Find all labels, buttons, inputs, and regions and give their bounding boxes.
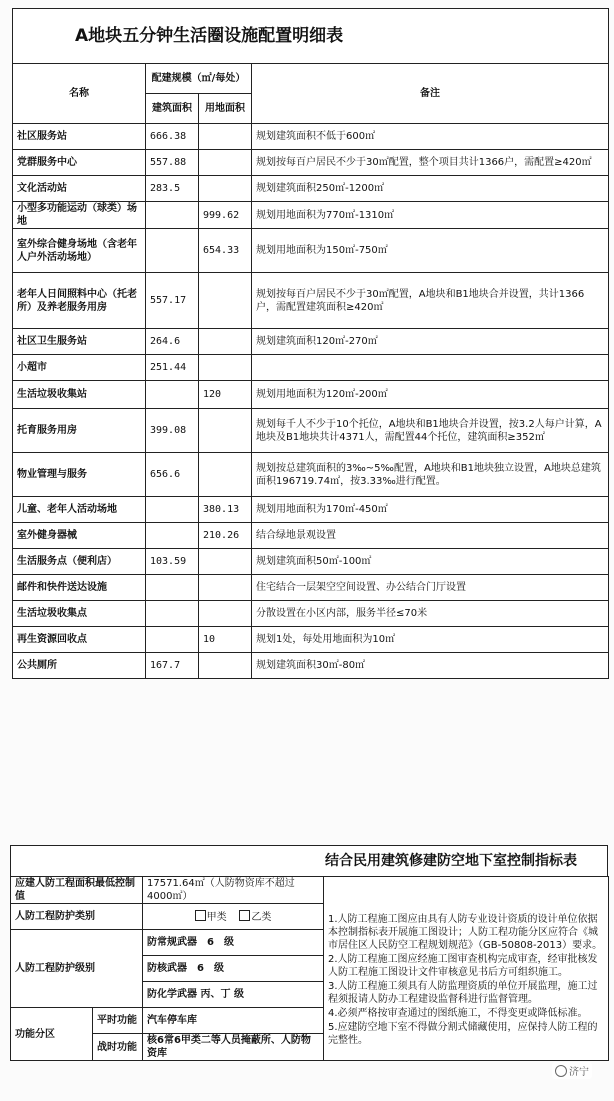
facility-note: 规划用地面积为770㎡-1310㎡	[252, 202, 609, 229]
facility-name: 党群服务中心	[13, 150, 146, 176]
facility-name: 生活垃圾收集站	[13, 381, 146, 409]
land-area	[199, 176, 252, 202]
facility-note: 规划建筑面积120㎡-270㎡	[252, 329, 609, 355]
protection-level-conventional: 防常规武器 6 级	[143, 930, 324, 956]
table-row	[13, 575, 609, 601]
class-a-label: 甲类	[206, 911, 227, 923]
peacetime-label: 平时功能	[93, 1008, 143, 1034]
civil-defense-notes	[324, 877, 609, 1061]
note-3: 3.人防工程施工须具有人防监理资质的单位开展监理，施工过程须报请人防办工程建设监督科进行监督管理。	[328, 981, 598, 1005]
building-area: 251.44	[146, 355, 199, 381]
function-zone-label: 功能分区	[11, 1008, 93, 1061]
facility-note: 分散设置在小区内部，服务半径≤70米	[252, 601, 609, 627]
facility-name: 生活服务点（便利店）	[13, 549, 146, 575]
building-area	[146, 627, 199, 653]
facility-name: 室外综合健身场地（含老年人户外活动场地）	[13, 229, 146, 273]
building-area	[146, 523, 199, 549]
civil-defense-title: 结合民用建筑修建防空地下室控制指标表	[10, 845, 608, 876]
table-row	[13, 202, 609, 229]
building-area	[146, 601, 199, 627]
table-row	[13, 150, 609, 176]
watermark	[552, 1062, 592, 1079]
wechat-logo-icon	[555, 1065, 567, 1077]
table-row	[13, 497, 609, 523]
protection-level-nuclear: 防核武器 6 级	[143, 956, 324, 982]
facility-name: 再生资源回收点	[13, 627, 146, 653]
facility-note: 规划用地面积为120㎡-200㎡	[252, 381, 609, 409]
land-area	[199, 273, 252, 329]
table-row	[13, 409, 609, 453]
land-area	[199, 124, 252, 150]
land-area	[199, 329, 252, 355]
land-area: 999.62	[199, 202, 252, 229]
facility-name: 社区服务站	[13, 124, 146, 150]
facility-note: 住宅结合一层架空空间设置、办公结合门厅设置	[252, 575, 609, 601]
building-area: 264.6	[146, 329, 199, 355]
building-area: 283.5	[146, 176, 199, 202]
facility-note: 规划建筑面积不低于600㎡	[252, 124, 609, 150]
note-2: 2.人防工程施工图应经施工图审查机构完成审查，经审批核发人防工程施工图设计文件审核意见书后方可组织施工。	[328, 954, 598, 978]
facility-table-title: A地块五分钟生活圈设施配置明细表	[13, 9, 609, 64]
class-b-label: 乙类	[251, 911, 272, 923]
building-area: 557.17	[146, 273, 199, 329]
protection-class-options	[143, 904, 324, 930]
table-row	[13, 229, 609, 273]
table-row	[13, 523, 609, 549]
col-land-header: 用地面积	[199, 94, 252, 124]
wartime-value: 核6常6甲类二等人员掩蔽所、人防物资库	[143, 1034, 324, 1061]
facility-note: 规划每千人不少于10个托位，A地块和B1地块合并设置，按3.2人每户计算，A地块及B1地块共计4371人，需配置44个托位，建筑面积≥352㎡	[252, 409, 609, 453]
building-area	[146, 575, 199, 601]
note-5: 5.应建防空地下室不得做分割式储藏使用，应保持人防工程的完整性。	[328, 1022, 598, 1046]
land-area: 654.33	[199, 229, 252, 273]
facility-note: 规划按总建筑面积的3‰~5‰配置，A地块和B1地块独立设置，A地块总建筑面积196719.74㎡，按3.33‰进行配置。	[252, 453, 609, 497]
facility-note: 规划按每百户居民不少于30㎡配置，A地块和B1地块合并设置，共计1366户，需配置建筑面积≥420㎡	[252, 273, 609, 329]
land-area: 10	[199, 627, 252, 653]
table-row	[13, 453, 609, 497]
table-row	[13, 653, 609, 679]
min-area-value: 17571.64㎡（人防物资库不超过4000㎡）	[143, 877, 324, 904]
note-1: 1.人防工程施工图应由具有人防专业设计资质的设计单位依据本控制指标表开展施工图设计；人防工程功能分区应符合《城市居住区人民防空工程规划规范》（GB-50808-2013）要求。	[328, 914, 603, 951]
col-name-header: 名称	[13, 64, 146, 124]
facility-name: 儿童、老年人活动场地	[13, 497, 146, 523]
building-area: 666.38	[146, 124, 199, 150]
building-area: 399.08	[146, 409, 199, 453]
facility-table	[12, 8, 609, 679]
table-row	[13, 627, 609, 653]
col-scale-header: 配建规模（㎡/每处）	[146, 64, 252, 94]
building-area: 557.88	[146, 150, 199, 176]
land-area: 120	[199, 381, 252, 409]
table-row	[13, 124, 609, 150]
facility-name: 小型多功能运动（球类）场地	[13, 202, 146, 229]
facility-name: 室外健身器械	[13, 523, 146, 549]
protection-level-label: 人防工程防护级别	[11, 930, 143, 1008]
land-area: 210.26	[199, 523, 252, 549]
checkbox-icon	[195, 910, 206, 921]
building-area	[146, 229, 199, 273]
table-row	[13, 549, 609, 575]
facility-note: 规划1处，每处用地面积为10㎡	[252, 627, 609, 653]
note-4: 4.必须严格按审查通过的图纸施工，不得变更或降低标准。	[328, 1008, 588, 1019]
building-area: 656.6	[146, 453, 199, 497]
land-area	[199, 653, 252, 679]
peacetime-value: 汽车停车库	[143, 1008, 324, 1034]
facility-note: 规划建筑面积250㎡-1200㎡	[252, 176, 609, 202]
land-area	[199, 549, 252, 575]
watermark-text: 济宁	[569, 1067, 589, 1078]
wartime-label: 战时功能	[93, 1034, 143, 1061]
facility-note	[252, 355, 609, 381]
col-note-header: 备注	[252, 64, 609, 124]
col-build-header: 建筑面积	[146, 94, 199, 124]
facility-note: 规划按每百户居民不少于30㎡配置，整个项目共计1366户，需配置≥420㎡	[252, 150, 609, 176]
land-area	[199, 409, 252, 453]
facility-note: 规划用地面积为170㎡-450㎡	[252, 497, 609, 523]
building-area: 103.59	[146, 549, 199, 575]
facility-name: 文化活动站	[13, 176, 146, 202]
building-area	[146, 381, 199, 409]
land-area	[199, 355, 252, 381]
facility-name: 生活垃圾收集点	[13, 601, 146, 627]
min-area-label: 应建人防工程面积最低控制值	[11, 877, 143, 904]
table-row	[13, 329, 609, 355]
table-row	[13, 381, 609, 409]
protection-level-chemical: 防化学武器 丙、丁 级	[143, 982, 324, 1008]
facility-name: 老年人日间照料中心（托老所）及养老服务用房	[13, 273, 146, 329]
building-area: 167.7	[146, 653, 199, 679]
land-area	[199, 453, 252, 497]
land-area	[199, 150, 252, 176]
table-row	[13, 355, 609, 381]
table-row	[13, 601, 609, 627]
facility-name: 社区卫生服务站	[13, 329, 146, 355]
facility-name: 公共厕所	[13, 653, 146, 679]
civil-defense-section	[10, 845, 608, 1061]
table-row	[13, 176, 609, 202]
protection-class-label: 人防工程防护类别	[11, 904, 143, 930]
facility-name: 小超市	[13, 355, 146, 381]
civil-defense-table	[10, 876, 609, 1061]
facility-name: 邮件和快件送达设施	[13, 575, 146, 601]
facility-note: 规划建筑面积50㎡-100㎡	[252, 549, 609, 575]
facility-note: 规划用地面积为150㎡-750㎡	[252, 229, 609, 273]
land-area: 380.13	[199, 497, 252, 523]
checkbox-icon	[239, 910, 250, 921]
land-area	[199, 601, 252, 627]
land-area	[199, 575, 252, 601]
building-area	[146, 202, 199, 229]
facility-note: 结合绿地景观设置	[252, 523, 609, 549]
facility-name: 托育服务用房	[13, 409, 146, 453]
facility-note: 规划建筑面积30㎡-80㎡	[252, 653, 609, 679]
table-row	[13, 273, 609, 329]
building-area	[146, 497, 199, 523]
facility-name: 物业管理与服务	[13, 453, 146, 497]
